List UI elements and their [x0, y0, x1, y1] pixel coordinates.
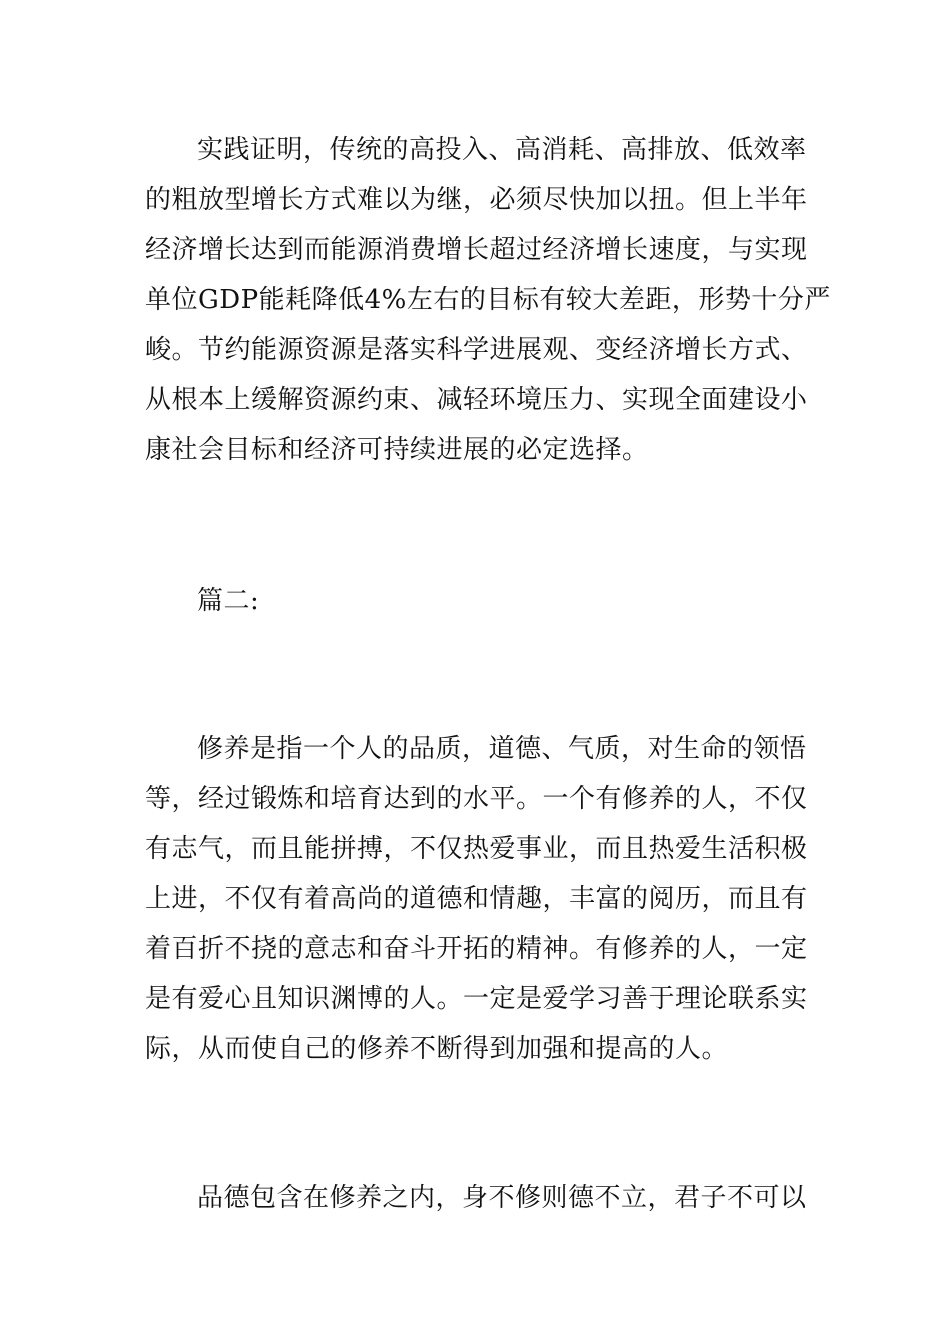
paragraph-line: 康社会目标和经济可持续进展的必定选择。 — [145, 435, 649, 465]
paragraph-line: 实践证明，传统的高投入、高消耗、高排放、低效率 — [197, 135, 807, 165]
section-heading: 篇二: — [197, 586, 260, 616]
paragraph-line: 修养是指一个人的品质，道德、气质，对生命的领悟 — [197, 734, 807, 764]
paragraph-line: 峻。节约能源资源是落实科学进展观、变经济增长方式、 — [145, 335, 808, 365]
paragraph-line: 经济增长达到而能源消费增长超过经济增长速度，与实现 — [145, 235, 808, 265]
paragraph-line: 着百折不挠的意志和奋斗开拓的精神。有修养的人，一定 — [145, 934, 808, 964]
paragraph-line: 有志气，而且能拼搏，不仅热爱事业，而且热爱生活积极 — [145, 834, 808, 864]
paragraph-line: 等，经过锻炼和培育达到的水平。一个有修养的人，不仅 — [145, 784, 808, 814]
paragraph-line: 品德包含在修养之内，身不修则德不立，君子不可以 — [197, 1183, 807, 1213]
paragraph-line: 上进，不仅有着高尚的道德和情趣，丰富的阅历，而且有 — [145, 884, 808, 914]
paragraph-line: 单位GDP能耗降低4%左右的目标有较大差距，形势十分严 — [145, 285, 831, 315]
paragraph-line: 是有爱心且知识渊博的人。一定是爱学习善于理论联系实 — [145, 984, 808, 1014]
paragraph-line: 从根本上缓解资源约束、减轻环境压力、实现全面建设小 — [145, 385, 808, 415]
paragraph-line: 际，从而使自己的修养不断得到加强和提高的人。 — [145, 1034, 729, 1064]
paragraph-line: 的粗放型增长方式难以为继，必须尽快加以扭。但上半年 — [145, 185, 808, 215]
